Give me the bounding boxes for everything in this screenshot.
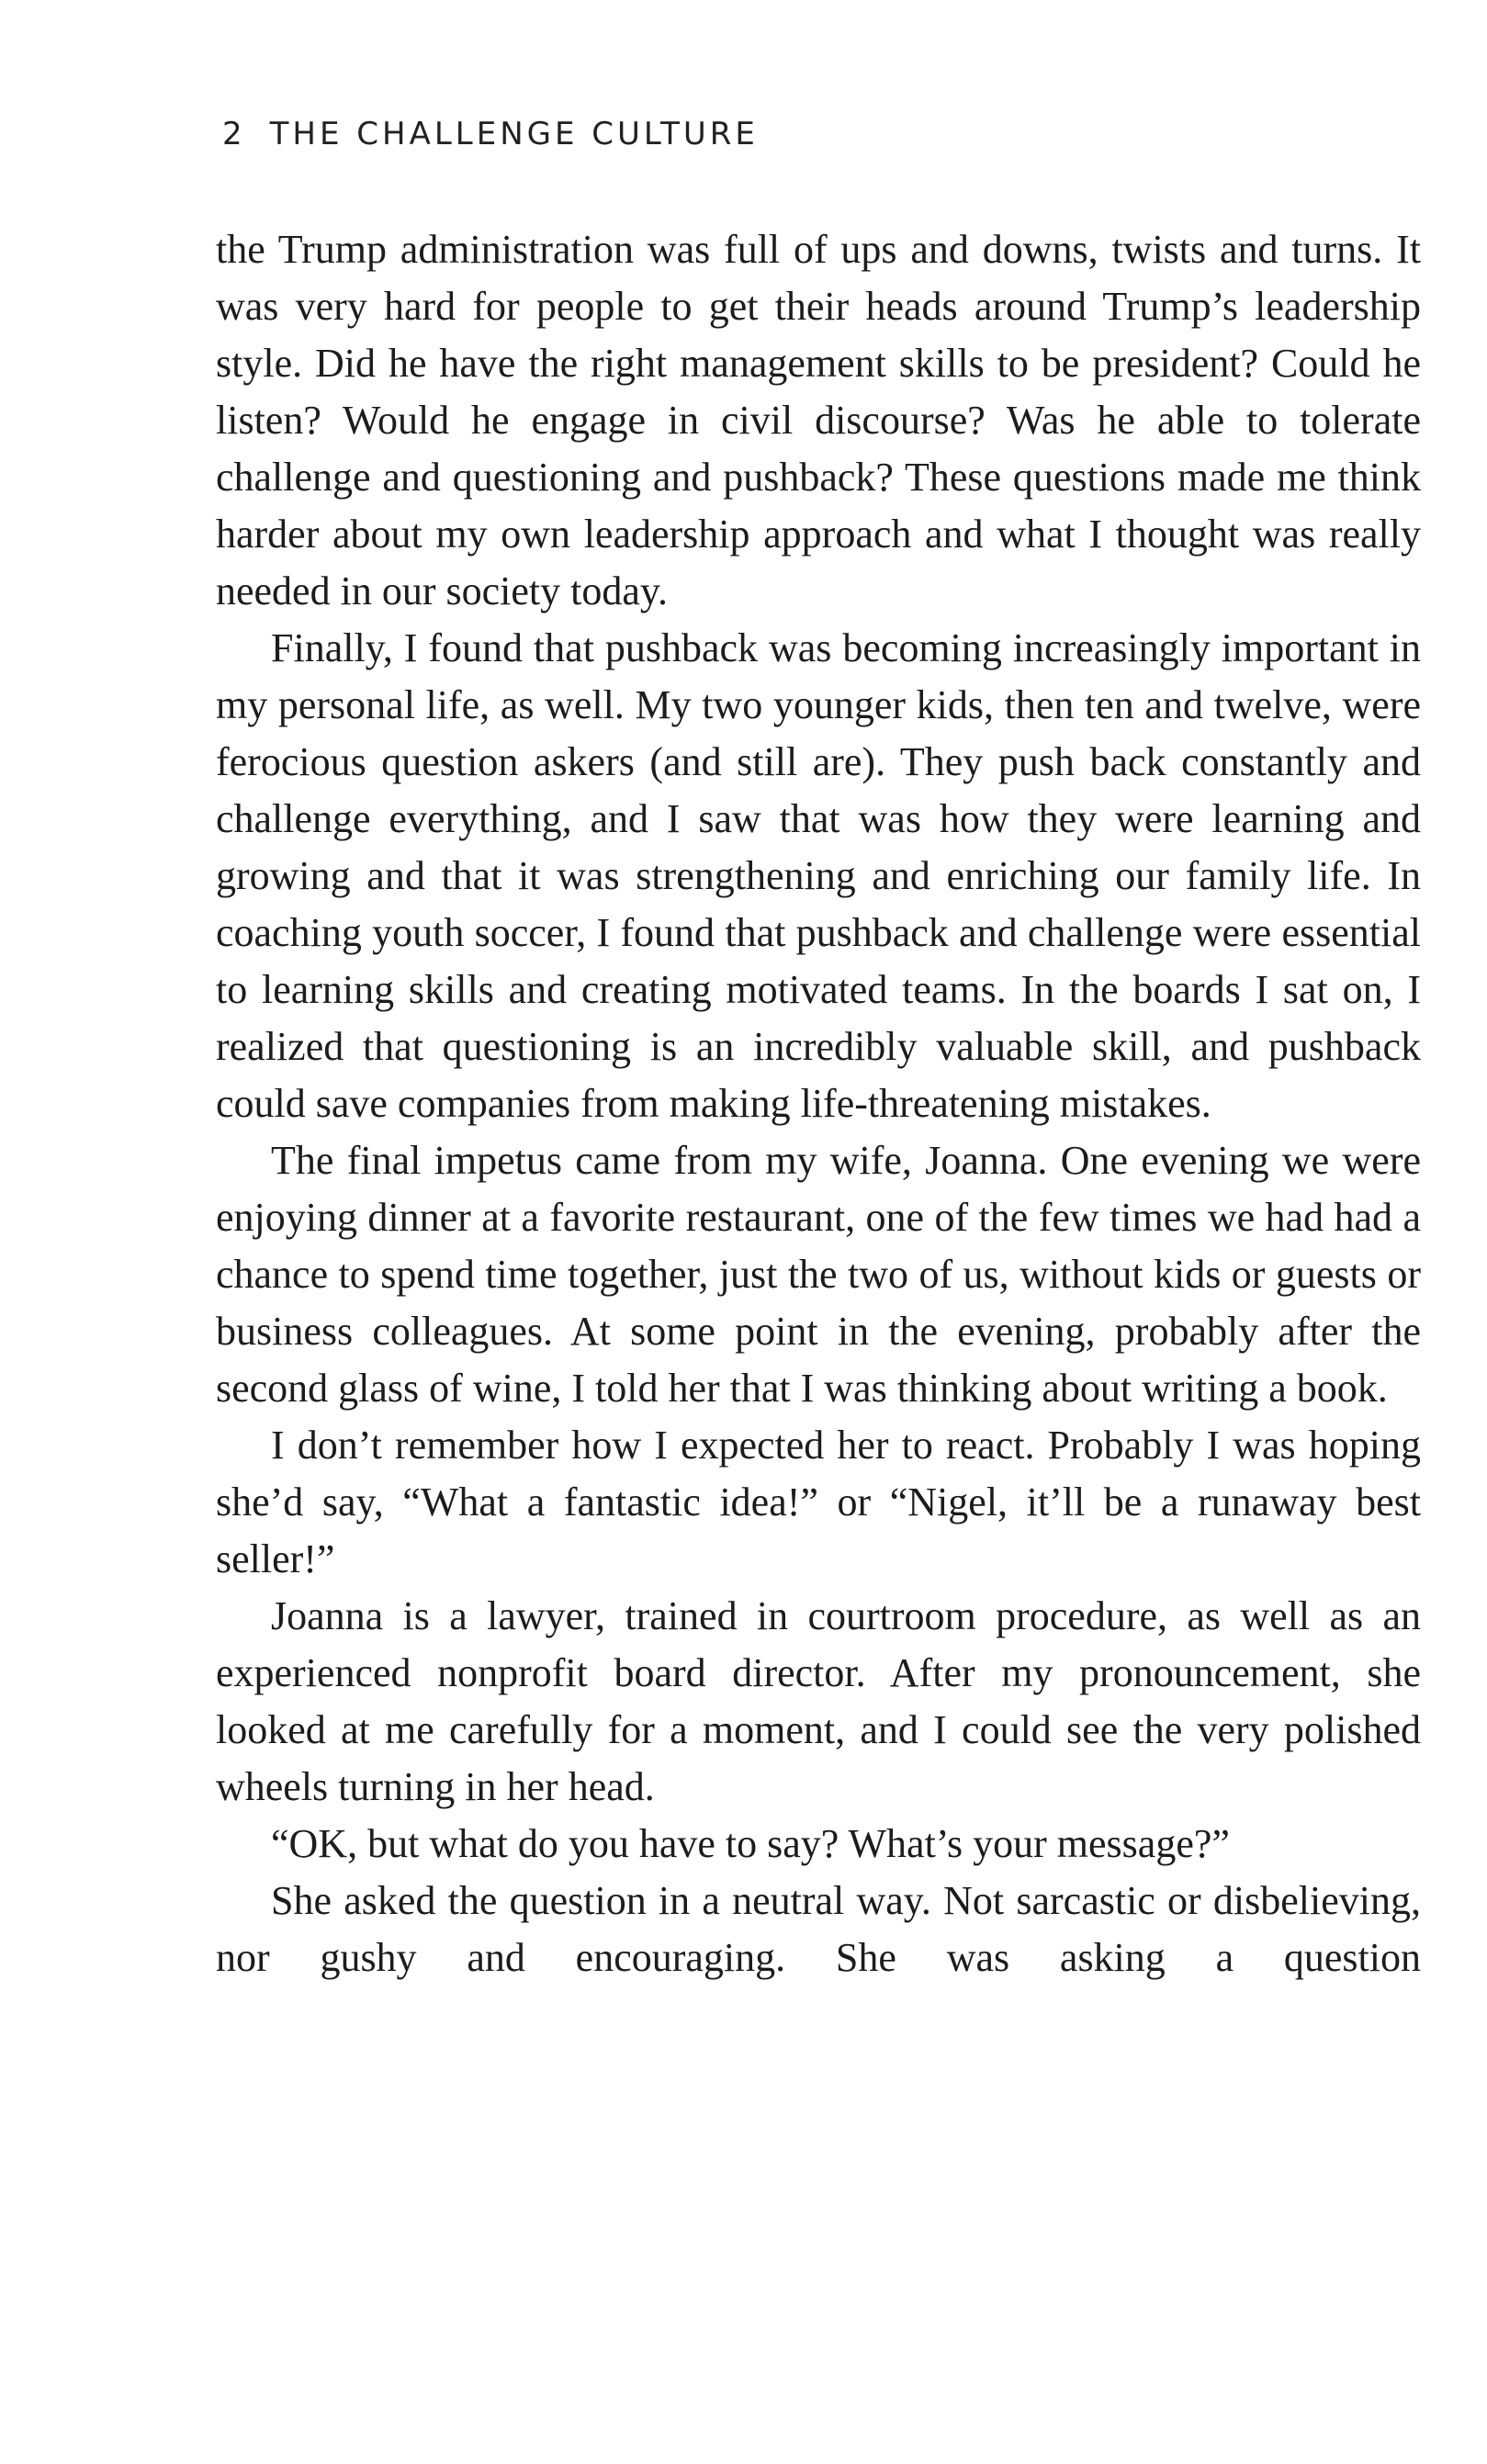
paragraph-3: The final impetus came from my wife, Joanna. One evening we were enjoying dinner at a favorite restaurant, one of the few times we had had a chance to spend time together, just the two of us, without kids or guests or business colleagues. At some point in the evening, probably after the second glass of wine, I told her that I was thinking about writing a book. [216, 1138, 1421, 1411]
paragraph-6: “OK, but what do you have to say? What’s your message?” [271, 1821, 1230, 1866]
paragraph-7: She asked the question in a neutral way. Not sarcastic or disbelieving, nor gushy and encouraging. She was asking a question [216, 1878, 1421, 1980]
body-text [216, 221, 1421, 1986]
running-head-title: THE CHALLENGE CULTURE [269, 116, 759, 152]
running-head [222, 116, 759, 152]
paragraph-2: Finally, I found that pushback was becoming increasingly important in my personal life, as well. My two younger kids, then ten and twelve, were ferocious question askers (and still are). They push back constantly and challenge everything, and I saw that was how they were learning and growing and that it was strengthening and enriching our family life. In coaching youth soccer, I found that pushback and challenge were essential to learning skills and creating motivated teams. In the boards I sat on, I realized that questioning is an incredibly valuable skill, and pushback could save companies from making life-threatening mistakes. [216, 625, 1421, 1126]
paragraph-1: the Trump administration was full of ups and downs, twists and turns. It was very hard for people to get their heads around Trump’s leadership style. Did he have the right management skills to be president? Could he listen? Would he engage in civil discourse? Was he able to tolerate challenge and questioning and pushback? These questions made me think harder about my own leadership approach and what I thought was really needed in our society today. [216, 227, 1421, 613]
paragraph-4: I don’t remember how I expected her to react. Probably I was hoping she’d say, “What a fantastic idea!” or “Nigel, it’ll be a runaway best seller!” [216, 1423, 1421, 1581]
page-number: 2 [222, 116, 246, 152]
paragraph-5: Joanna is a lawyer, trained in courtroom procedure, as well as an experienced nonprofit board director. After my pronouncement, she looked at me carefully for a moment, and I could see the very polished wheels turning in her head. [216, 1593, 1421, 1809]
